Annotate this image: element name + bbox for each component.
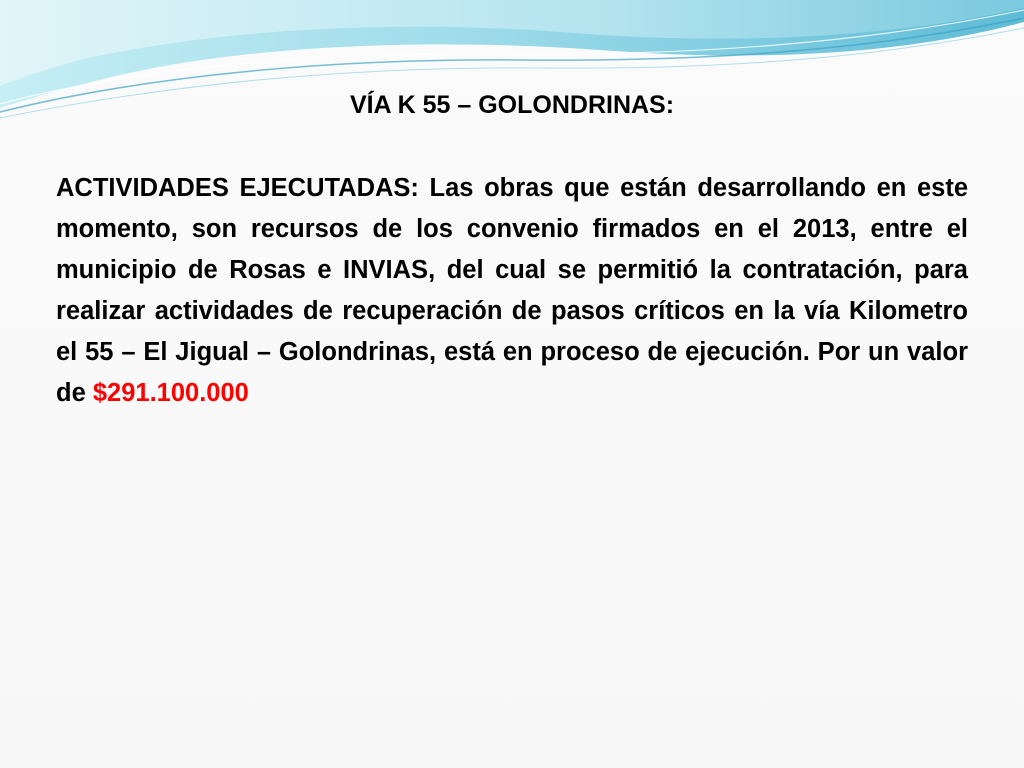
- slide-body-text: [56, 168, 968, 414]
- amount-value: $291.100.000: [92, 379, 249, 407]
- slide-title: VÍA K 55 – GOLONDRINAS:: [349, 91, 675, 119]
- body-paragraph: ACTIVIDADES EJECUTADAS: Las obras que están desarrollando en este momento, son recursos de los convenio firmados en el 2013, entre el municipio de Rosas e INVIAS, del cual se permitió la contratación, para realizar actividades de recuperación de pasos críticos en la vía Kilometro el 55 – El Jigual – Golondrinas, está en proceso de ejecución. Por un valor de: [56, 174, 968, 407]
